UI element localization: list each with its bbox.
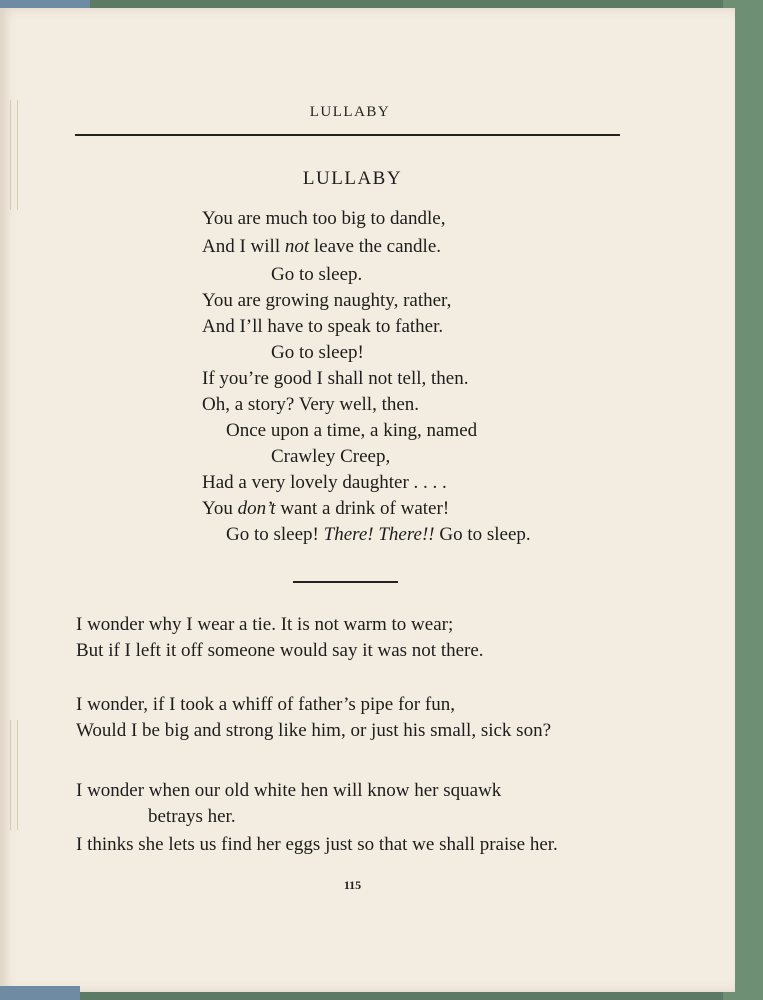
poem-line: Go to sleep! There! There!! Go to sleep. <box>226 524 531 545</box>
poem-line: Once upon a time, a king, named <box>226 420 478 441</box>
emphasis: don’t <box>237 498 276 519</box>
poem-line: Oh, a story? Very well, then. <box>202 394 420 415</box>
page-number: 115 <box>343 878 362 892</box>
section-divider <box>293 581 398 583</box>
verse-line: I wonder, if I took a whiff of father’s pipe for fun, <box>76 694 455 715</box>
verse-line: I wonder when our old white hen will know her squawk <box>76 780 502 801</box>
verse-line: Would I be big and strong like him, or just his small, sick son? <box>76 720 552 741</box>
verse-line: I wonder why I wear a tie. It is not warm to wear; <box>76 614 454 635</box>
poem-line: If you’re good I shall not tell, then. <box>202 368 469 389</box>
book-page <box>0 8 735 992</box>
poem-line: And I will not leave the candle. <box>202 236 442 257</box>
poem-line: Had a very lovely daughter . . . . <box>202 472 447 493</box>
poem-line: And I’ll have to speak to father. <box>202 316 444 337</box>
poem-line: Crawley Creep, <box>271 446 391 467</box>
running-head: LULLABY <box>309 104 391 120</box>
poem-line: You don’t want a drink of water! <box>202 498 450 519</box>
poem-line: You are much too big to dandle, <box>202 208 446 229</box>
header-rule <box>75 134 620 136</box>
emphasis: not <box>284 236 310 257</box>
verse-line: betrays her. <box>148 806 236 827</box>
verse-line: I thinks she lets us find her eggs just so that we shall praise her. <box>76 834 558 855</box>
emphasis: There! There!! <box>323 524 435 545</box>
book-spine-edge-bottom <box>0 986 80 1000</box>
gutter-binding-mark <box>10 720 18 830</box>
poem-line: You are growing naughty, rather, <box>202 290 452 311</box>
poem-title: LULLABY <box>302 168 403 189</box>
verse-line: But if I left it off someone would say it was not there. <box>76 640 484 661</box>
poem-line: Go to sleep. <box>271 264 363 285</box>
poem-line: Go to sleep! <box>271 342 364 363</box>
